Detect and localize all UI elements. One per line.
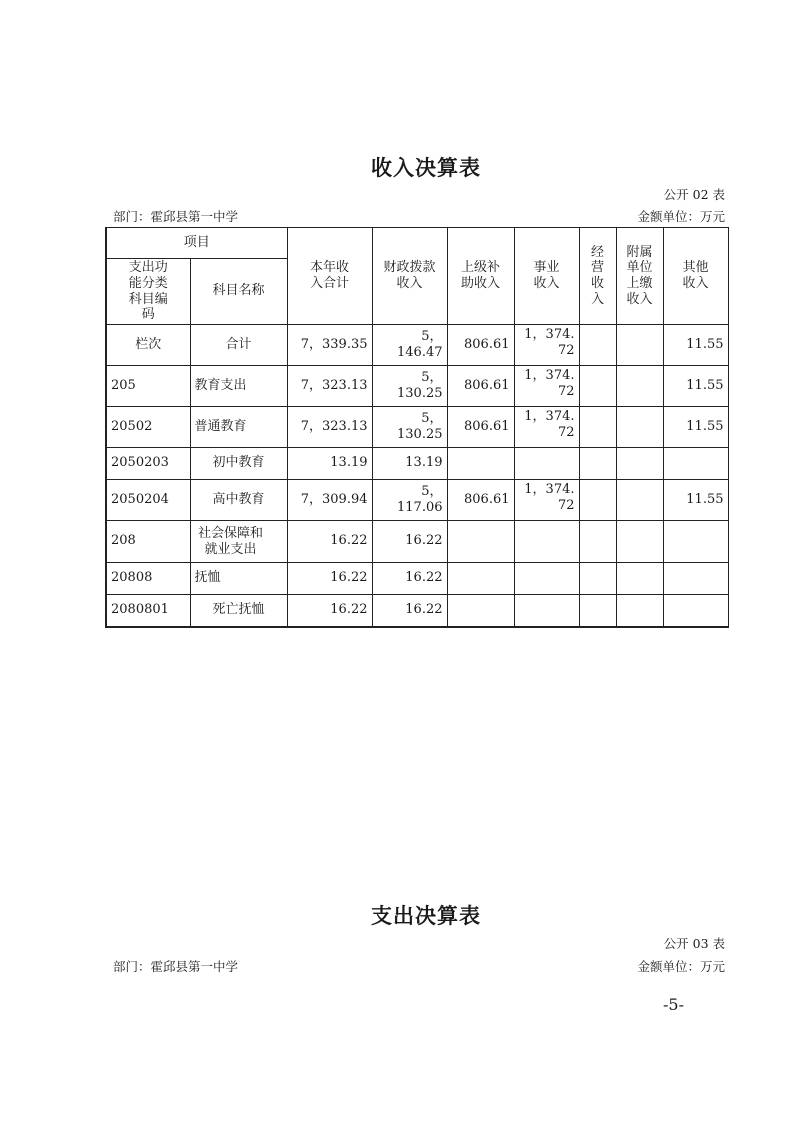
- row-total: 16.22: [287, 521, 372, 563]
- expense-title: 支出决算表: [371, 904, 481, 928]
- row-other: 11.55: [663, 407, 728, 448]
- row-total: 7，323.13: [287, 407, 372, 448]
- row-operating: [579, 366, 616, 407]
- income-department: 部门：霍邱县第一中学: [113, 209, 239, 224]
- row-name: 抚恤: [190, 563, 287, 595]
- table-row: [106, 325, 728, 366]
- header-name: 科目名称: [190, 259, 287, 325]
- row-fiscal: 5，130.25: [372, 366, 447, 407]
- row-code: 栏次: [106, 325, 190, 366]
- row-other: [663, 563, 728, 595]
- row-affiliated: [616, 366, 663, 407]
- row-affiliated: [616, 325, 663, 366]
- row-fiscal: 5，130.25: [372, 407, 447, 448]
- row-name: 社会保障和就业支出: [190, 521, 287, 563]
- row-other: [663, 521, 728, 563]
- page-number: -5-: [663, 995, 684, 1014]
- table-row: [106, 521, 728, 563]
- row-fiscal: 16.22: [372, 521, 447, 563]
- row-code: 2050204: [106, 480, 190, 521]
- row-affiliated: [616, 521, 663, 563]
- row-name: 初中教育: [190, 448, 287, 480]
- row-total: 16.22: [287, 563, 372, 595]
- header-operating: 经营收入: [579, 228, 616, 325]
- row-name: 合计: [190, 325, 287, 366]
- row-total: 13.19: [287, 448, 372, 480]
- row-operating: [579, 563, 616, 595]
- row-business: [514, 448, 579, 480]
- row-superior: [447, 448, 514, 480]
- table-row: [106, 407, 728, 448]
- table-row: [106, 480, 728, 521]
- row-fiscal: 5，117.06: [372, 480, 447, 521]
- row-superior: [447, 595, 514, 627]
- row-superior: 806.61: [447, 480, 514, 521]
- row-operating: [579, 521, 616, 563]
- row-total: 7，339.35: [287, 325, 372, 366]
- header-business: 事业收入: [514, 228, 579, 325]
- income-title: 收入决算表: [371, 156, 481, 180]
- row-operating: [579, 595, 616, 627]
- header-code: 支出功能分类科目编码: [106, 259, 190, 325]
- row-affiliated: [616, 480, 663, 521]
- table-row: [106, 448, 728, 480]
- row-other: 11.55: [663, 366, 728, 407]
- row-operating: [579, 407, 616, 448]
- row-business: 1，374.72: [514, 480, 579, 521]
- row-superior: [447, 563, 514, 595]
- header-fiscal: 财政拨款收入: [372, 228, 447, 325]
- row-code: 205: [106, 366, 190, 407]
- expense-department: 部门：霍邱县第一中学: [113, 959, 239, 974]
- row-operating: [579, 325, 616, 366]
- row-business: 1，374.72: [514, 366, 579, 407]
- row-code: 20502: [106, 407, 190, 448]
- row-affiliated: [616, 563, 663, 595]
- row-name: 教育支出: [190, 366, 287, 407]
- row-superior: 806.61: [447, 325, 514, 366]
- income-form-number: 公开 02 表: [663, 187, 725, 202]
- row-superior: [447, 521, 514, 563]
- row-code: 208: [106, 521, 190, 563]
- row-affiliated: [616, 448, 663, 480]
- row-operating: [579, 448, 616, 480]
- expense-unit: 金额单位：万元: [637, 959, 725, 974]
- row-name: 普通教育: [190, 407, 287, 448]
- row-superior: 806.61: [447, 366, 514, 407]
- row-name: 死亡抚恤: [190, 595, 287, 627]
- row-total: 7，309.94: [287, 480, 372, 521]
- row-affiliated: [616, 595, 663, 627]
- row-operating: [579, 480, 616, 521]
- row-code: 2080801: [106, 595, 190, 627]
- row-fiscal: 5，146.47: [372, 325, 447, 366]
- row-superior: 806.61: [447, 407, 514, 448]
- row-other: 11.55: [663, 325, 728, 366]
- row-fiscal: 16.22: [372, 563, 447, 595]
- row-fiscal: 13.19: [372, 448, 447, 480]
- header-total: 本年收入合计: [287, 228, 372, 325]
- row-business: [514, 595, 579, 627]
- row-business: 1，374.72: [514, 407, 579, 448]
- header-other: 其他收入: [663, 228, 728, 325]
- row-business: 1，374.72: [514, 325, 579, 366]
- row-other: 11.55: [663, 480, 728, 521]
- row-other: [663, 448, 728, 480]
- table-row: [106, 595, 728, 627]
- row-other: [663, 595, 728, 627]
- header-superior: 上级补助收入: [447, 228, 514, 325]
- income-unit: 金额单位：万元: [637, 209, 725, 224]
- row-business: [514, 563, 579, 595]
- table-row: [106, 563, 728, 595]
- header-project: 项目: [106, 228, 287, 259]
- row-code: 2050203: [106, 448, 190, 480]
- expense-form-number: 公开 03 表: [663, 936, 725, 951]
- row-total: 16.22: [287, 595, 372, 627]
- row-affiliated: [616, 407, 663, 448]
- row-code: 20808: [106, 563, 190, 595]
- row-total: 7，323.13: [287, 366, 372, 407]
- table-row: [106, 366, 728, 407]
- income-table: [105, 227, 729, 628]
- row-business: [514, 521, 579, 563]
- header-affiliated: 附属单位上缴收入: [616, 228, 663, 325]
- row-name: 高中教育: [190, 480, 287, 521]
- row-fiscal: 16.22: [372, 595, 447, 627]
